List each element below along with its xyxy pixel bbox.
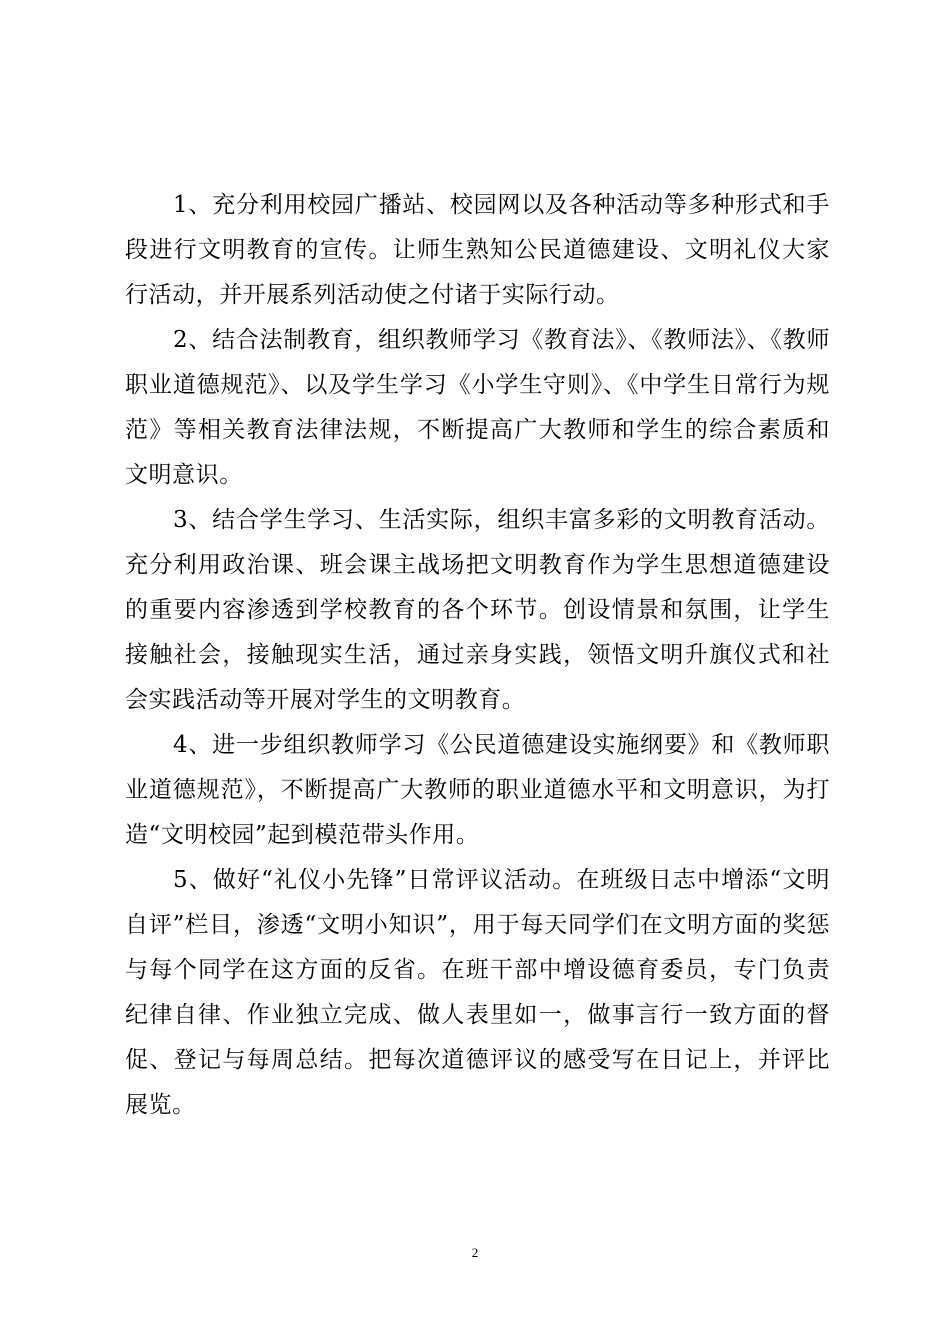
paragraph-item-5: 5、做好“礼仪小先锋”日常评议活动。在班级日志中增添“文明自评”栏目，渗透“文明小知识”，用于每天同学们在文明方面的奖惩与每个同学在这方面的反省。在班干部中增设德育委员，专门负责纪律自律、作业独立完成、做人表里如一，做事言行一致方面的督促、登记与每周总结。把每次道德评议的感受写在日记上，并评比展览。 — [125, 867, 830, 1118]
paragraph-item-4: 4、进一步组织教师学习《公民道德建设实施纲要》和《教师职业道德规范》，不断提高广大教师的职业道德水平和文明意识，为打造“文明校园”起到模范带头作用。 — [125, 732, 830, 848]
document-body — [125, 183, 830, 1128]
paragraph-item-3: 3、结合学生学习、生活实际，组织丰富多彩的文明教育活动。充分利用政治课、班会课主战场把文明教育作为学生思想道德建设的重要内容渗透到学校教育的各个环节。创设情景和氛围，让学生接触社会，接触现实生活，通过亲身实践，领悟文明升旗仪式和社会实践活动等开展对学生的文明教育。 — [125, 507, 830, 713]
paragraph-item-2: 2、结合法制教育，组织教师学习《教育法》、《教师法》、《教师职业道德规范》、以及学生学习《小学生守则》、《中学生日常行为规范》等相关教育法律法规，不断提高广大教师和学生的综合素质和文明意识。 — [125, 327, 830, 488]
paragraph-item-1: 1、充分利用校园广播站、校园网以及各种活动等多种形式和手段进行文明教育的宣传。让师生熟知公民道德建设、文明礼仪大家行活动，并开展系列活动使之付诸于实际行动。 — [125, 192, 830, 308]
page-number: 2 — [471, 1245, 479, 1260]
